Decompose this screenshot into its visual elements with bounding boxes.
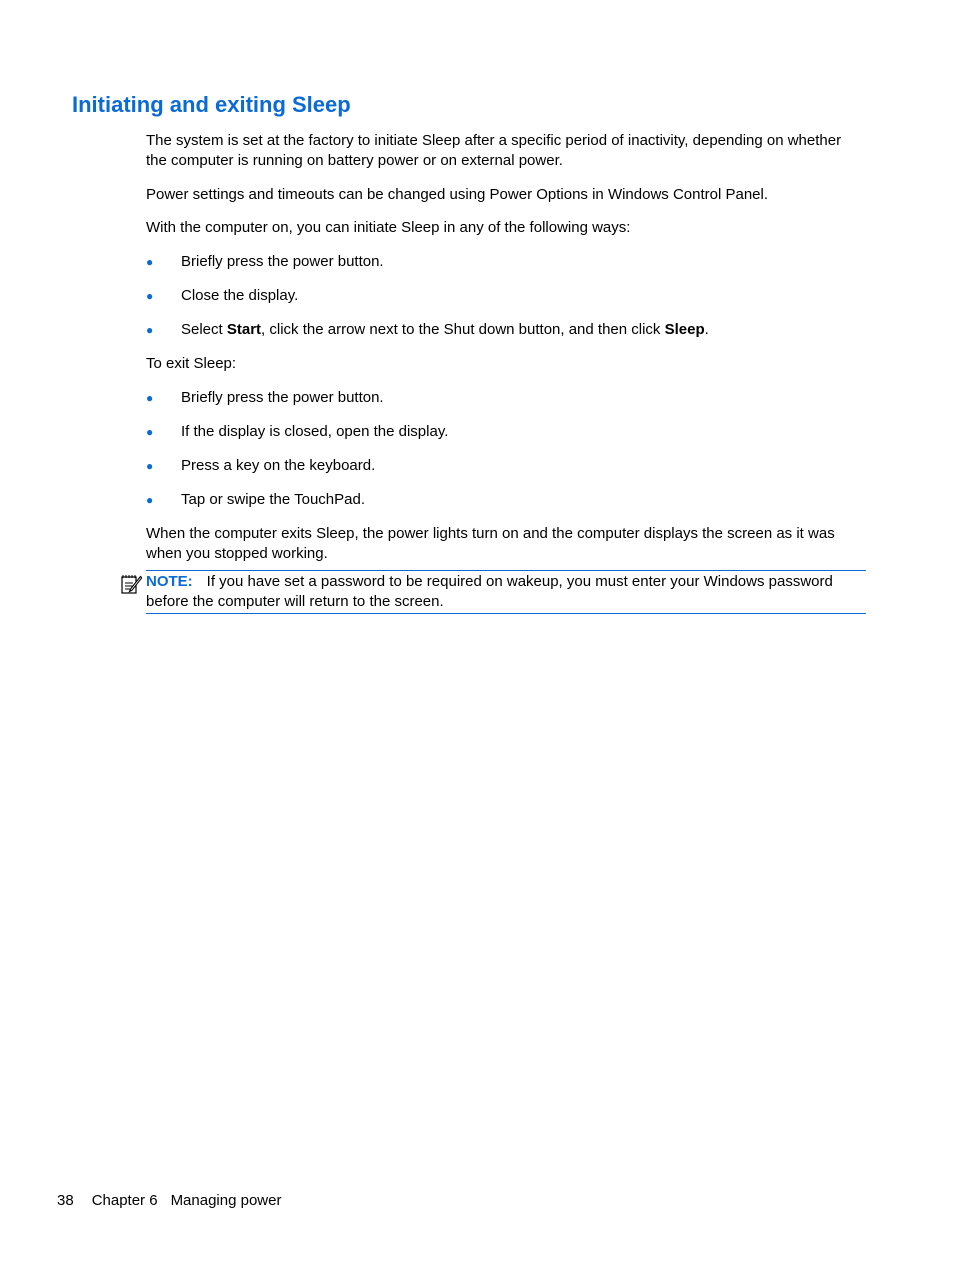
start-term: Start	[226, 321, 262, 338]
list-item-text: If the display is closed, open the display.	[181, 423, 449, 440]
bullet-icon: ●	[146, 425, 154, 439]
sleep-term: Sleep	[664, 321, 705, 338]
list-item	[146, 286, 866, 306]
bullet-icon: ●	[146, 493, 154, 507]
page-footer	[57, 1191, 281, 1211]
note-label: NOTE:	[146, 573, 193, 590]
text-segment: , click the arrow next to the Shut down button, and then click	[261, 321, 665, 338]
page-number: 38	[57, 1192, 74, 1209]
list-item	[146, 320, 866, 340]
list-item	[146, 422, 866, 442]
initiate-sleep-list	[146, 252, 866, 340]
list-item-text: Briefly press the power button.	[181, 389, 384, 406]
footer-chapter-title: Managing power	[170, 1192, 282, 1209]
footer-chapter: Chapter 6	[91, 1192, 158, 1209]
note-box	[146, 570, 866, 614]
settings-paragraph: Power settings and timeouts can be changed using Power Options in Windows Control Panel.	[146, 186, 769, 203]
note-pencil-icon	[120, 573, 142, 595]
list-item	[146, 252, 866, 272]
bullet-icon: ●	[146, 255, 154, 269]
initiate-lead-paragraph: With the computer on, you can initiate Sleep in any of the following ways:	[146, 219, 631, 236]
text-segment: Select	[181, 321, 227, 338]
list-item-text: Briefly press the power button.	[181, 253, 384, 270]
intro-paragraph: The system is set at the factory to initiate Sleep after a specific period of inactivity, depending on whether the computer is running on battery power or on external power.	[146, 132, 842, 169]
list-item-text: Close the display.	[181, 287, 299, 304]
bullet-icon: ●	[146, 391, 154, 405]
page-title: Initiating and exiting Sleep	[72, 92, 351, 117]
list-item-text: Tap or swipe the TouchPad.	[181, 491, 366, 508]
list-item	[146, 490, 866, 510]
exit-lead-paragraph: To exit Sleep:	[146, 355, 237, 372]
list-item	[146, 456, 866, 476]
bullet-icon: ●	[146, 289, 154, 303]
list-item-text: Press a key on the keyboard.	[181, 457, 376, 474]
bullet-icon: ●	[146, 459, 154, 473]
note-text: If you have set a password to be required on wakeup, you must enter your Windows password before the computer will return to the screen.	[146, 573, 833, 610]
main-content	[146, 131, 866, 614]
text-segment: .	[704, 321, 709, 338]
bullet-icon: ●	[146, 323, 154, 337]
list-item-text	[181, 321, 709, 338]
list-item	[146, 388, 866, 408]
exit-sleep-list	[146, 388, 866, 510]
after-exit-paragraph: When the computer exits Sleep, the power lights turn on and the computer displays the screen as it was when you stopped working.	[146, 525, 835, 562]
